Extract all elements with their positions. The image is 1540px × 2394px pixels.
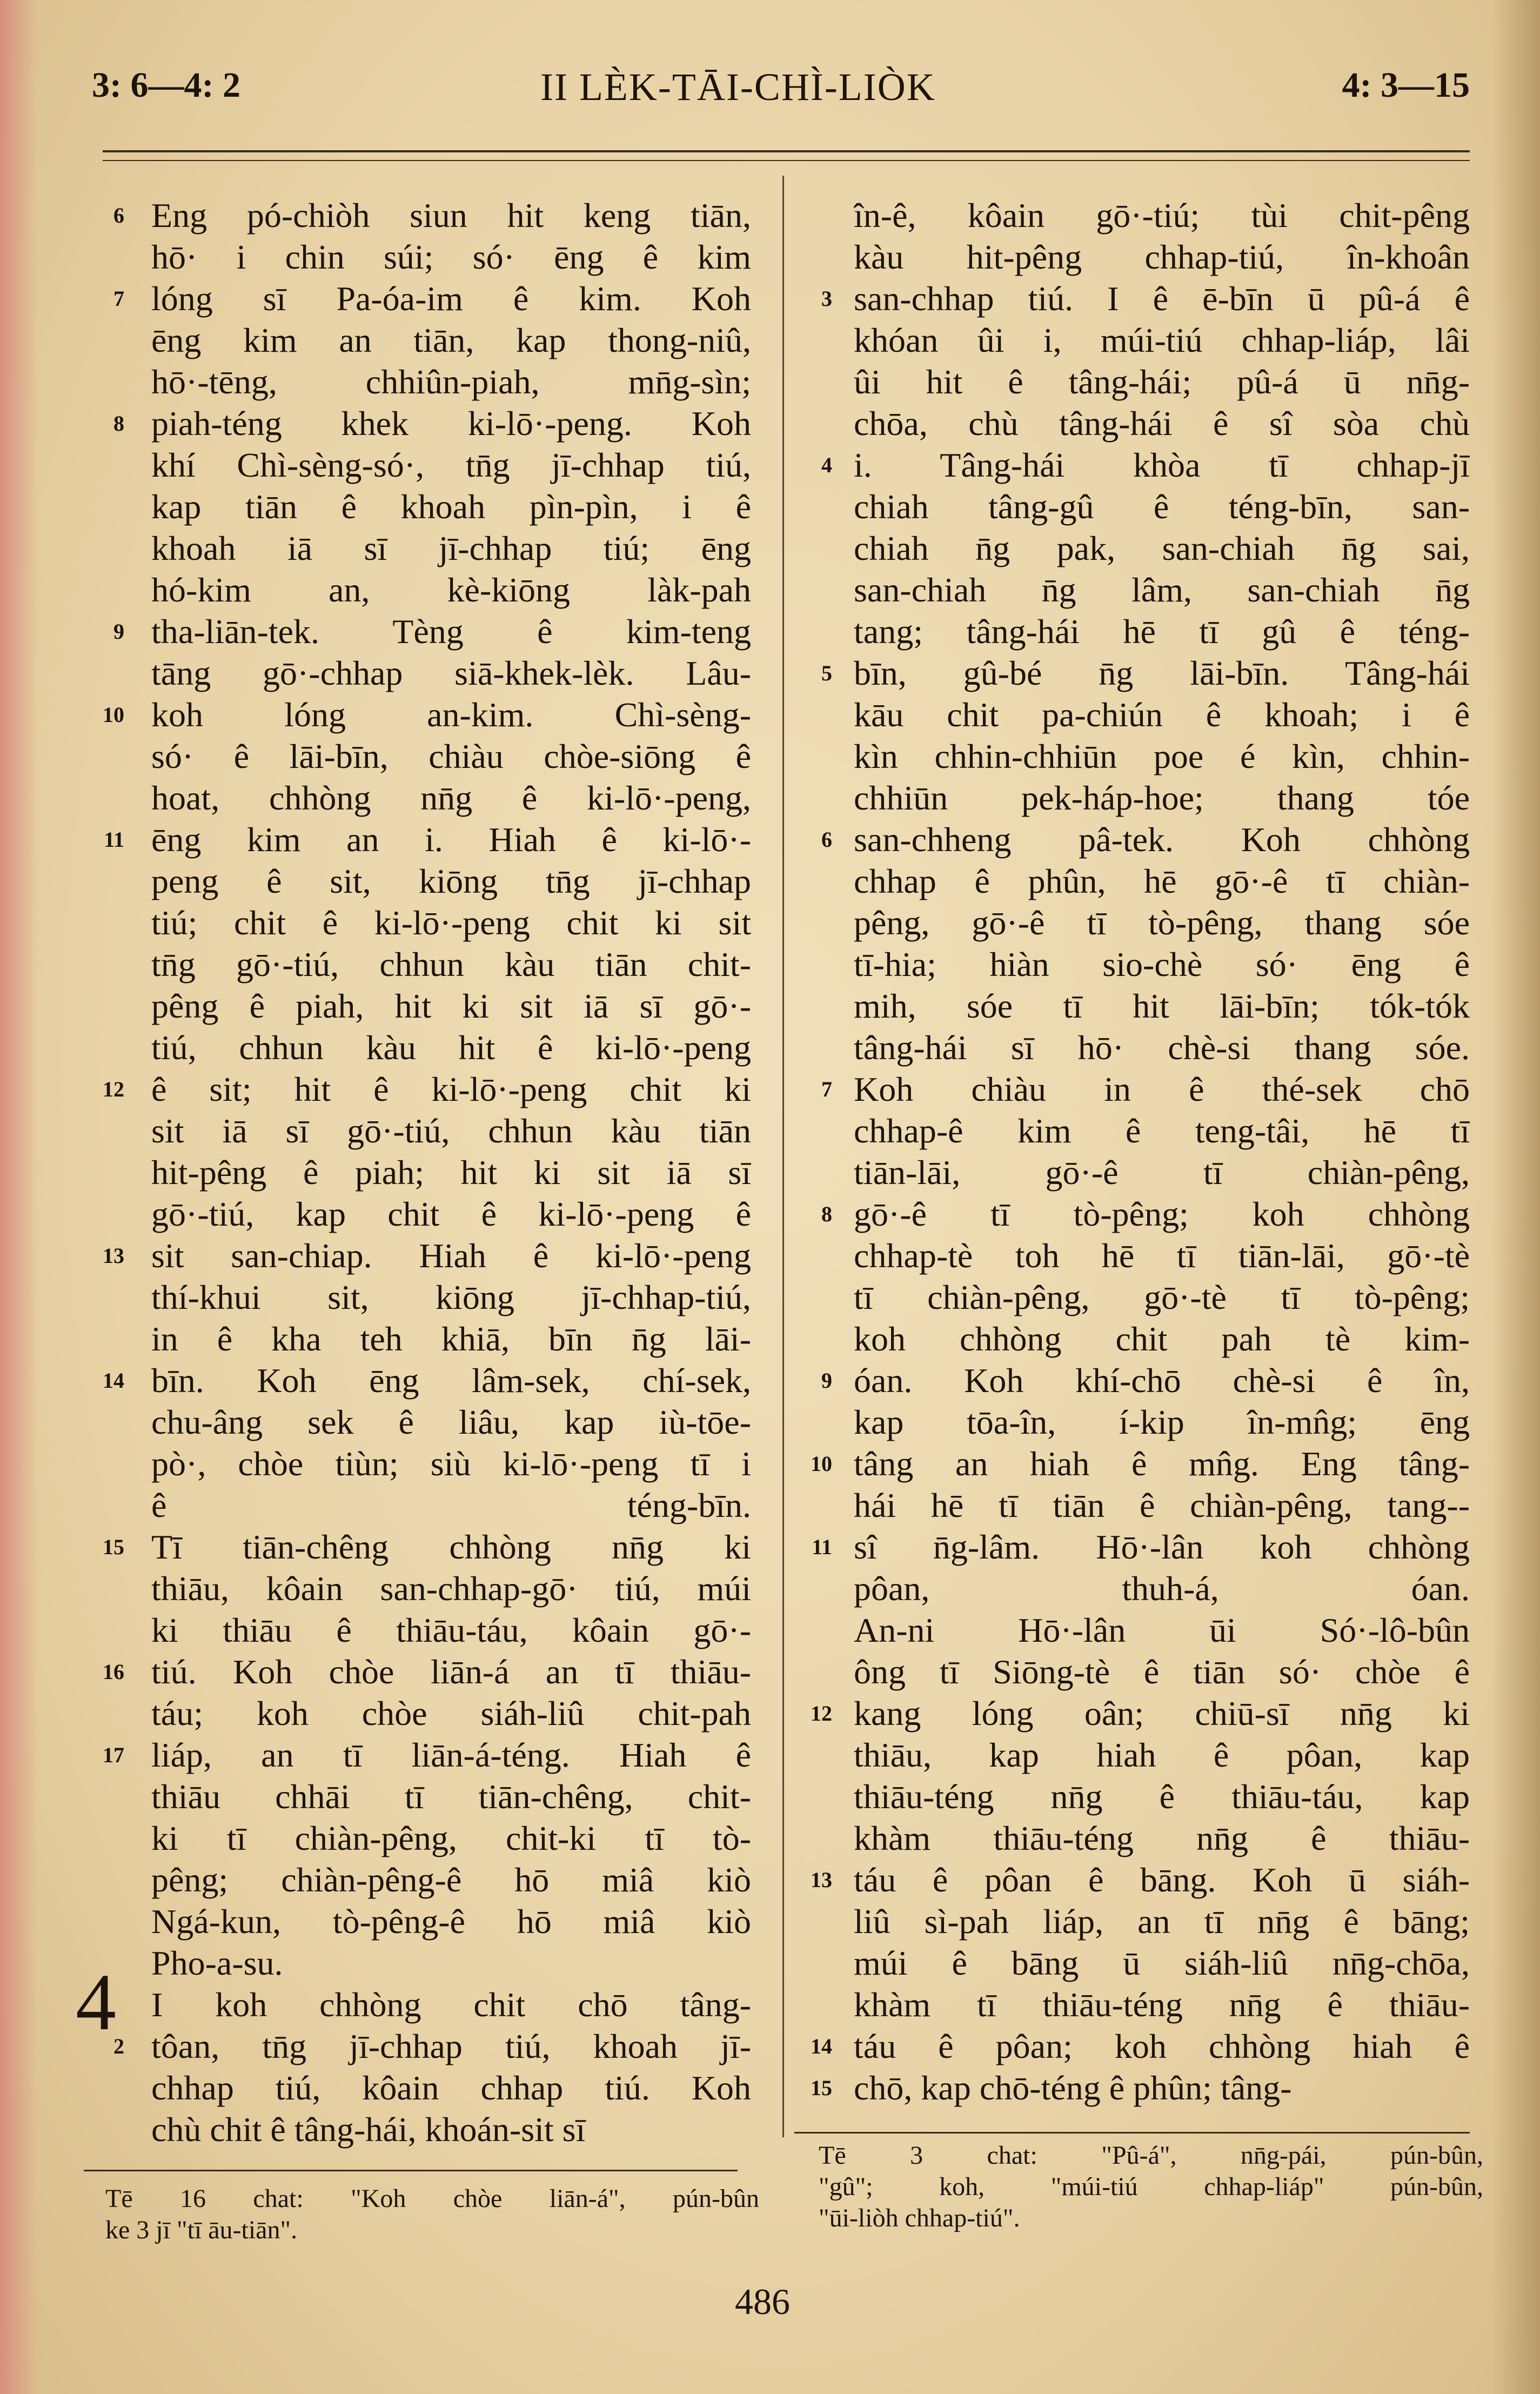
text-line: pò·, chòe tiùn; siù ki-lō·-peng tī i [151,1445,751,1483]
text-line: tha-liān-tek. Tèng ê kim-teng [151,612,751,651]
text-line: múi ê bāng ū siáh-liû nn̄g-chōa, [854,1944,1470,1982]
text-line: pêng, gō·-ê tī tò-pêng, thang sóe [854,904,1470,942]
text-line: gō·-ê tī tò-pêng; koh chhòng [854,1195,1470,1233]
text-line: sit iā sī gō·-tiú, chhun kàu tiān [151,1112,751,1150]
text-line: khàm thiāu-téng nn̄g ê thiāu- [854,1819,1470,1857]
text-line: tn̄g gō·-tiú, chhun kàu tiān chit- [151,945,751,984]
text-line: san-chheng pâ-tek. Koh chhòng [854,820,1470,859]
text-line: tiú, chhun kàu hit ê ki-lō·-peng [151,1028,751,1067]
text-line: khàm tī thiāu-téng nn̄g ê thiāu- [854,1985,1470,2024]
text-line: sit san-chiap. Hiah ê ki-lō·-peng [151,1236,751,1275]
verse-number: 10 [811,1452,832,1476]
text-line: "ūi-liòh chhap-tiú". [819,2204,1020,2232]
text-line: thiāu, kôain san-chhap-gō· tiú, múi [151,1569,751,1608]
text-line: Ngá-kun, tò-pêng-ê hō miâ kiò [151,1902,751,1941]
text-line: sî n̄g-lâm. Hō·-lân koh chhòng [854,1528,1470,1566]
verse-number: 9 [113,619,124,644]
text-line: hō· i chin súi; só· ēng ê kim [151,238,751,276]
header-rule [103,150,1470,152]
text-line: tâng-hái sī hō· chè-si thang sóe. [854,1028,1470,1067]
text-line: "gû"; koh, "múi-tiú chhap-liáp" pún-bûn, [819,2172,1483,2201]
verse-number: 7 [821,1077,832,1101]
text-line: chōa, chù tâng-hái ê sî sòa chù [854,404,1470,443]
text-line: piah-téng khek ki-lō·-peng. Koh [151,404,751,443]
text-line: An-ni Hō·-lân ūi Só·-lô-bûn [854,1611,1470,1649]
chapter-number: 4 [76,1957,116,2047]
text-line: koh lóng an-kim. Chì-sèng- [151,696,751,734]
text-line: chhiūn pek-háp-hoe; thang tóe [854,779,1470,817]
running-header [92,65,1470,124]
verse-number: 3 [821,286,832,311]
text-line: tiú; chit ê ki-lō·-peng chit ki sit [151,904,751,942]
header-left-reference: 3: 6—4: 2 [92,65,240,105]
text-line: chhap-tè toh hē tī tiān-lāi, gō·-tè [854,1236,1470,1275]
text-line: pêng ê piah, hit ki sit iā sī gō·- [151,987,751,1025]
text-line: chiah n̄g pak, san-chiah n̄g sai, [854,529,1470,567]
text-line: hoat, chhòng nn̄g ê ki-lō·-peng, [151,779,751,817]
verse-number: 8 [821,1202,832,1226]
right-text-column [854,195,1470,2109]
page-number: 486 [735,2281,790,2322]
text-line: Koh chiàu in ê thé-sek chō [854,1070,1470,1108]
footnote-left [105,2183,759,2246]
verse-number: 4 [821,453,832,477]
text-line: ke 3 jī "tī āu-tiān". [105,2216,298,2244]
text-line: tâng an hiah ê mn̂g. Eng tâng- [854,1445,1470,1483]
text-line: chhap tiú, kôain chhap tiú. Koh [151,2069,751,2107]
text-line: kāu chit pa-chiún ê khoah; i ê [854,696,1470,734]
verse-number: 15 [811,2076,832,2100]
text-line: bīn. Koh ēng lâm-sek, chí-sek, [151,1361,751,1400]
page-edge-shadow [1491,0,1540,2394]
text-line: kang lóng oân; chiū-sī nn̄g ki [854,1694,1470,1733]
verse-number: 2 [113,2034,124,2058]
text-line: ki thiāu ê thiāu-táu, kôain gō·- [151,1611,751,1649]
book-title: II LÈK-TĀI-CHÌ-LIÒK [540,65,936,109]
text-line: koh chhòng chit pah tè kim- [854,1320,1470,1358]
verse-number: 14 [811,2034,832,2058]
text-line: óan. Koh khí-chō chè-si ê în, [854,1361,1470,1400]
text-line: ê sit; hit ê ki-lō·-peng chit ki [151,1070,751,1108]
text-line: táu ê pôan; koh chhòng hiah ê [854,2027,1470,2065]
text-line: ki tī chiàn-pêng, chit-ki tī tò- [151,1819,751,1857]
text-line: liáp, an tī liān-á-téng. Hiah ê [151,1736,751,1774]
text-line: ûi hit ê tâng-hái; pû-á ū nn̄g- [854,363,1470,401]
text-line: Pho-a-su. [151,1944,283,1982]
text-line: tiān-lāi, gō·-ê tī chiàn-pêng, [854,1153,1470,1192]
verse-number: 11 [104,827,124,852]
text-line: in ê kha teh khiā, bīn n̄g lāi- [151,1320,751,1358]
text-line: chù chit ê tâng-hái, khoán-sit sī [151,2110,586,2149]
text-line: ê téng-bīn. [151,1486,751,1524]
verse-number: 12 [103,1077,124,1101]
text-line: san-chhap tiú. I ê ē-bīn ū pû-á ê [854,279,1470,318]
text-line: chhap ê phûn, hē gō·-ê tī chiàn- [854,862,1470,900]
text-line: pôan, thuh-á, óan. [854,1569,1470,1608]
text-line: hái hē tī tiān ê chiàn-pêng, tang-- [854,1486,1470,1524]
text-line: thiāu, kap hiah ê pôan, kap [854,1736,1470,1774]
text-line: ông tī Siōng-tè ê tiān só· chòe ê [854,1653,1470,1691]
text-line: kap tōa-în, í-kip în-mn̂g; ēng [854,1403,1470,1441]
text-line: kàu hit-pêng chhap-tiú, în-khoân [854,238,1470,276]
verse-number: 8 [113,411,124,436]
page-edge-stain [0,0,38,2394]
text-line: liû sì-pah liáp, an tī nn̄g ê bāng; [854,1902,1470,1941]
verse-number: 12 [811,1701,832,1726]
text-line: pêng; chiàn-pêng-ê hō miâ kiò [151,1861,751,1899]
text-line: hit-pêng ê piah; hit ki sit iā sī [151,1153,751,1192]
text-line: tī chiàn-pêng, gō·-tè tī tò-pêng; [854,1278,1470,1316]
verse-number: 17 [103,1743,124,1767]
verse-number: 10 [103,703,124,727]
text-line: tāng gō·-chhap siā-khek-lèk. Lâu- [151,654,751,692]
verse-number: 11 [812,1535,832,1559]
text-line: hó-kim an, kè-kiōng làk-pah [151,571,751,609]
header-rule-thin [103,160,1470,161]
text-line: I koh chhòng chit chō tâng- [151,1985,751,2024]
footnote-rule-left [84,2170,738,2171]
text-line: lóng sī Pa-óa-im ê kim. Koh [151,279,751,318]
verse-number: 16 [103,1660,124,1684]
footnote-right [819,2140,1483,2234]
text-line: Tē 3 chat: "Pû-á", nn̄g-pái, pún-bûn, [819,2141,1483,2170]
text-line: tang; tâng-hái hē tī gû ê téng- [854,612,1470,651]
verse-number: 13 [103,1243,124,1268]
text-line: kap tiān ê khoah pìn-pìn, i ê [151,487,751,526]
verse-number: 6 [113,203,124,228]
text-line: khóan ûi i, múi-tiú chhap-liáp, lâi [854,321,1470,359]
footnote-rule-right [794,2132,1470,2134]
text-line: bīn, gû-bé n̄g lāi-bīn. Tâng-hái [854,654,1470,692]
text-line: mih, sóe tī hit lāi-bīn; tók-tók [854,987,1470,1025]
text-line: tiú. Koh chòe liān-á an tī thiāu- [151,1653,751,1691]
text-line: hō·-tēng, chhiûn-piah, mn̄g-sìn; [151,363,751,401]
text-line: khoah iā sī jī-chhap tiú; ēng [151,529,751,567]
text-line: thiāu chhāi tī tiān-chêng, chit- [151,1777,751,1816]
text-line: kìn chhin-chhiūn poe é kìn, chhin- [854,737,1470,775]
text-line: tôan, tn̄g jī-chhap tiú, khoah jī- [151,2027,751,2065]
text-line: táu ê pôan ê bāng. Koh ū siáh- [854,1861,1470,1899]
header-right-reference: 4: 3—15 [1342,65,1470,105]
text-line: Eng pó-chiòh siun hit keng tiān, [151,196,751,235]
text-line: chhap-ê kim ê teng-tâi, hē tī [854,1112,1470,1150]
text-line: tī-hia; hiàn sio-chè só· ēng ê [854,945,1470,984]
text-line: gō·-tiú, kap chit ê ki-lō·-peng ê [151,1195,751,1233]
verse-number: 9 [821,1368,832,1393]
text-line: în-ê, kôain gō·-tiú; tùi chit-pêng [854,196,1470,235]
verse-number: 7 [113,286,124,311]
text-line: i. Tâng-hái khòa tī chhap-jī [854,446,1470,484]
text-line: chu-âng sek ê liâu, kap iù-tōe- [151,1403,751,1441]
text-line: chiah tâng-gû ê téng-bīn, san- [854,487,1470,526]
left-text-column [151,195,751,2150]
text-line: peng ê sit, kiōng tn̄g jī-chhap [151,862,751,900]
text-line: ēng kim an tiān, kap thong-niû, [151,321,751,359]
text-line: khí Chì-sèng-só·, tn̄g jī-chhap tiú, [151,446,751,484]
verse-number: 15 [103,1535,124,1559]
text-line: thiāu-téng nn̄g ê thiāu-táu, kap [854,1777,1470,1816]
text-line: Tī tiān-chêng chhòng nn̄g ki [151,1528,751,1566]
text-line: san-chiah n̄g lâm, san-chiah n̄g [854,571,1470,609]
text-line: thí-khui sit, kiōng jī-chhap-tiú, [151,1278,751,1316]
verse-number: 6 [821,827,832,852]
verse-number: 13 [811,1868,832,1892]
text-line: Tē 16 chat: "Koh chòe liān-á", pún-bûn [105,2184,759,2213]
text-line: táu; koh chòe siáh-liû chit-pah [151,1694,751,1733]
verse-number: 14 [103,1368,124,1393]
text-line: chō, kap chō-téng ê phûn; tâng- [854,2069,1292,2107]
text-line: ēng kim an i. Hiah ê ki-lō·- [151,820,751,859]
verse-number: 5 [821,661,832,685]
text-line: só· ê lāi-bīn, chiàu chòe-siōng ê [151,737,751,775]
